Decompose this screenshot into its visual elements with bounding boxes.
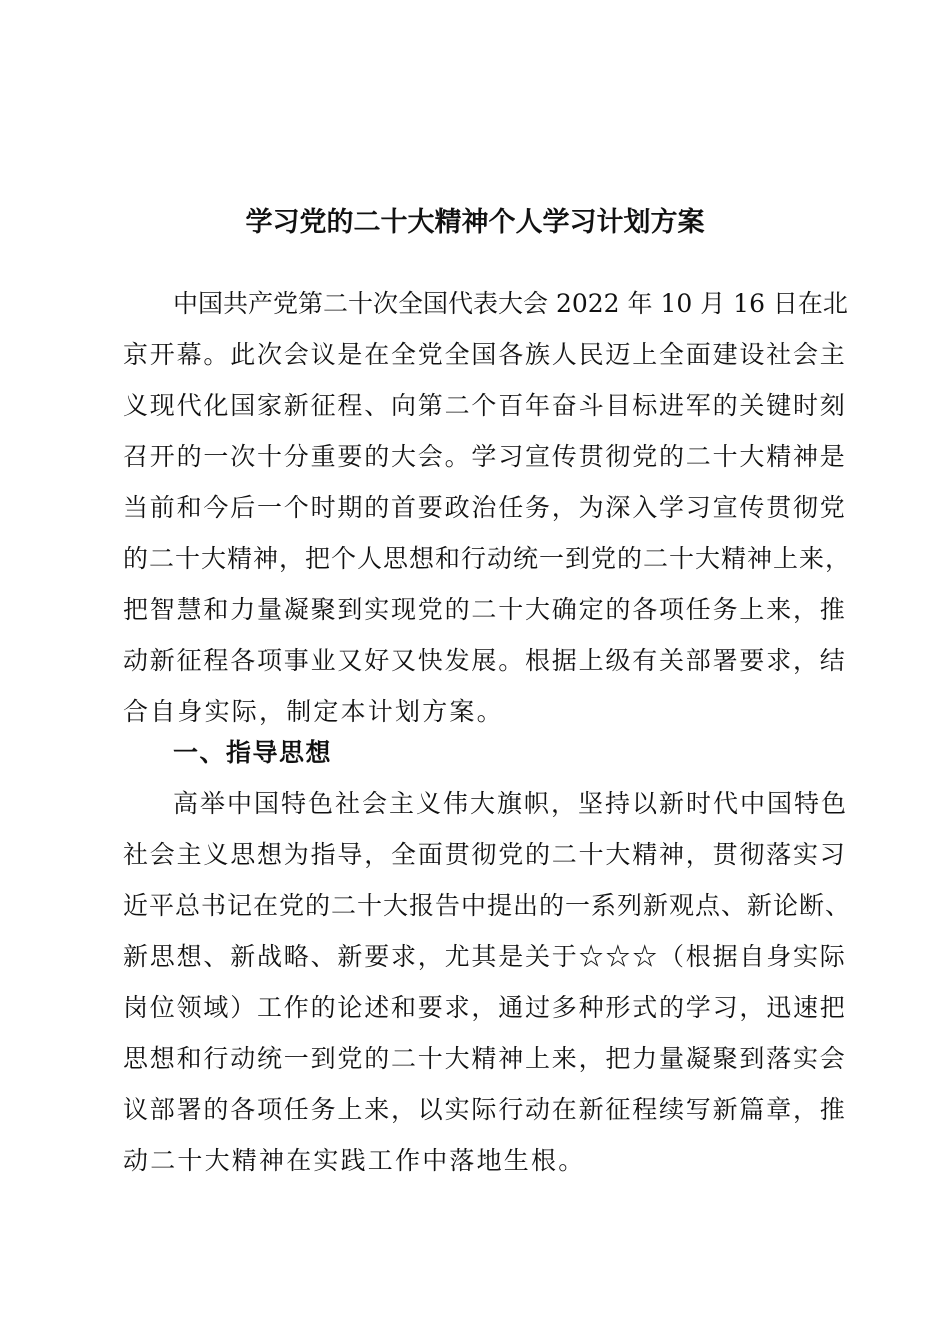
guiding-ideology-paragraph [123, 778, 852, 1186]
paragraph-line: 思想和行动统一到党的二十大精神上来，把力量凝聚到落实会 [123, 1044, 847, 1073]
paragraph-line: 动二十大精神在实践工作中落地生根。 [123, 1146, 586, 1175]
paragraph-line: 动新征程各项事业又好又快发展。根据上级有关部署要求，结 [123, 646, 847, 675]
paragraph-line: 京开幕。此次会议是在全党全国各族人民迈上全面建设社会主 [123, 340, 847, 369]
section-heading-guiding-ideology: 一、指导思想 [173, 738, 333, 767]
paragraph-line: 当前和今后一个时期的首要政治任务，为深入学习宣传贯彻党 [123, 493, 847, 522]
paragraph-line: 的二十大精神，把个人思想和行动统一到党的二十大精神上来， [123, 544, 852, 573]
paragraph-line: 把智慧和力量凝聚到实现党的二十大确定的各项任务上来，推 [123, 595, 847, 624]
paragraph-line: 合自身实际，制定本计划方案。 [123, 697, 504, 726]
paragraph-line: 召开的一次十分重要的大会。学习宣传贯彻党的二十大精神是 [123, 442, 847, 471]
paragraph-line: 议部署的各项任务上来，以实际行动在新征程续写新篇章，推 [123, 1095, 847, 1124]
paragraph-line: 新思想、新战略、新要求，尤其是关于☆☆☆（根据自身实际 [123, 942, 847, 971]
paragraph-line: 近平总书记在党的二十大报告中提出的一系列新观点、新论断、 [123, 891, 852, 920]
paragraph-line: 义现代化国家新征程、向第二个百年奋斗目标进军的关键时刻 [123, 391, 847, 420]
paragraph-line: 岗位领域）工作的论述和要求，通过多种形式的学习，迅速把 [123, 993, 847, 1022]
intro-paragraph [123, 278, 852, 737]
paragraph-line: 社会主义思想为指导，全面贯彻党的二十大精神，贯彻落实习 [123, 840, 847, 869]
paragraph-line: 高举中国特色社会主义伟大旗帜，坚持以新时代中国特色 [173, 789, 849, 818]
paragraph-line: 中国共产党第二十次全国代表大会 2022 年 10 月 16 日在北 [173, 289, 848, 318]
document-title: 学习党的二十大精神个人学习计划方案 [245, 207, 705, 238]
